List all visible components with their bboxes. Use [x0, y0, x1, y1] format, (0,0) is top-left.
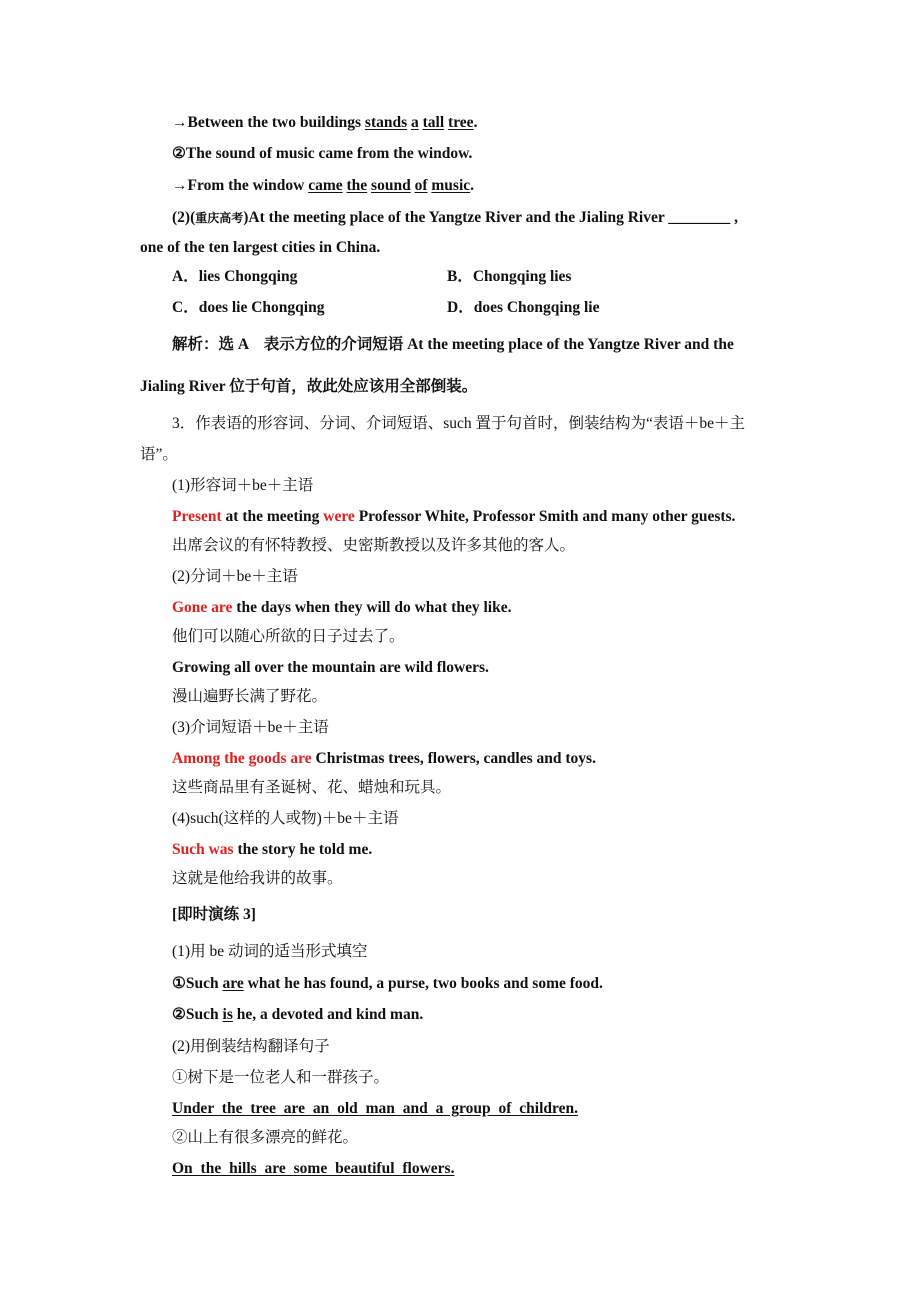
section-2-example-2: Growing all over the mountain are wild flowers. — [172, 659, 489, 676]
practice-q2: ②Such is he, a devoted and kind man. — [172, 1006, 424, 1023]
practice-title: [即时演练 3] — [172, 906, 256, 923]
section-2-translation-2: 漫山遍野长满了野花。 — [172, 688, 328, 705]
line-example-1: →Between the two buildings stands a tall tree. — [172, 114, 478, 131]
section-2-translation: 他们可以随心所欲的日子过去了。 — [172, 628, 405, 645]
option-a: A．lies Chongqing — [172, 268, 298, 285]
section-1-translation: 出席会议的有怀特教授、史密斯教授以及许多其他的客人。 — [172, 537, 576, 554]
option-b: B．Chongqing lies — [447, 268, 572, 285]
section-3-heading: (3)介词短语＋be＋主语 — [172, 719, 329, 736]
practice-part-2: (2)用倒装结构翻译句子 — [172, 1038, 330, 1055]
practice-q1: ①Such are what he has found, a purse, two books and some food. — [172, 975, 603, 992]
practice-a1: Under the tree are an old man and a group of children. — [172, 1100, 578, 1117]
analysis-line-1: 解析：选 A 表示方位的介词短语 At the meeting place of the Yangtze River and the — [172, 336, 734, 353]
practice-part-1: (1)用 be 动词的适当形式填空 — [172, 943, 368, 960]
option-d: D．does Chongqing lie — [447, 299, 600, 316]
section-2-heading: (2)分词＋be＋主语 — [172, 568, 298, 585]
section-2-example: Gone are the days when they will do what they like. — [172, 599, 512, 616]
rule-3-line-2: 语”。 — [140, 446, 178, 463]
question-2-cont: one of the ten largest cities in China. — [140, 239, 381, 256]
line-example-3: →From the window came the sound of music. — [172, 177, 474, 194]
section-4-example: Such was the story he told me. — [172, 841, 373, 858]
line-example-2: ②The sound of music came from the window. — [172, 145, 473, 162]
practice-a2: On the hills are some beautiful flowers. — [172, 1160, 455, 1177]
analysis-line-2: Jialing River 位于句首，故此处应该用全部倒装。 — [140, 378, 478, 395]
section-1-heading: (1)形容词＋be＋主语 — [172, 477, 314, 494]
section-4-translation: 这就是他给我讲的故事。 — [172, 870, 343, 887]
question-2: (2)(重庆高考)At the meeting place of the Yangtze River and the Jialing River ________ , — [172, 209, 739, 226]
section-3-translation: 这些商品里有圣诞树、花、蜡烛和玩具。 — [172, 779, 452, 796]
section-4-heading: (4)such(这样的人或物)＋be＋主语 — [172, 810, 399, 827]
practice-t2: ②山上有很多漂亮的鲜花。 — [172, 1129, 359, 1146]
section-3-example: Among the goods are Christmas trees, flowers, candles and toys. — [172, 750, 596, 767]
rule-3-line-1: 3．作表语的形容词、分词、介词短语、such 置于句首时，倒装结构为“表语＋be＋主 — [172, 415, 746, 432]
option-c: C．does lie Chongqing — [172, 299, 325, 316]
practice-t1: ①树下是一位老人和一群孩子。 — [172, 1069, 390, 1086]
section-1-example: Present at the meeting were Professor White, Professor Smith and many other guests. — [172, 508, 736, 525]
